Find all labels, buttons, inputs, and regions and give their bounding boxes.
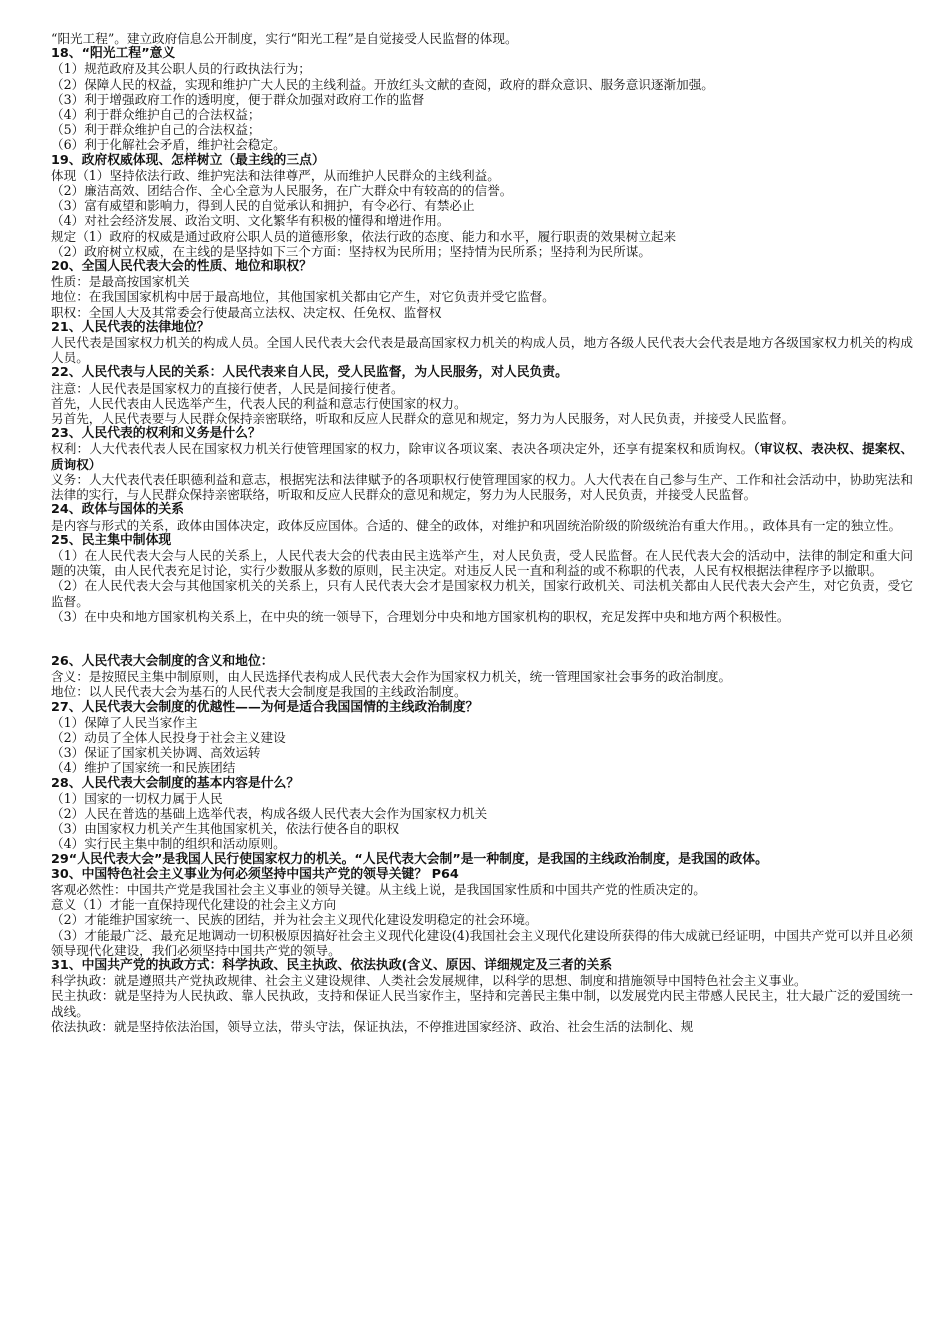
line-text: 注意：人民代表是国家权力的直接行使者，人民是间接行使者。 [51, 380, 404, 396]
line-text: （3）利于增强政府工作的透明度，便于群众加强对政府工作的监督 [51, 91, 425, 107]
line-text: 性质：是最高按国家机关 [51, 274, 190, 290]
paragraph-line [51, 684, 913, 699]
line-text: （3）保证了国家机关协调、高效运转 [51, 745, 261, 761]
line-text: 27、人民代表大会制度的优越性——为何是适合我国国情的主线政治制度？ [51, 699, 479, 715]
section-heading [51, 259, 913, 274]
section-heading [51, 153, 913, 168]
line-text: （2）动员了全体人民投身于社会主义建设 [51, 729, 286, 745]
line-text: （2）在人民代表大会与其他国家机关的关系上，只有人民代表大会才是国家权力机关，国家行政机关、司法机关都由人民代表大会产生，对它负责，受它监督。 [51, 578, 913, 609]
paragraph-line [51, 61, 913, 76]
line-text: 20、全国人民代表大会的性质、地位和职权？ [51, 259, 312, 275]
line-text: 含义：是按照民主集中制原则，由人民选择代表构成人民代表大会作为国家权力机关，统一管理国家社会事务的政治制度。 [51, 669, 732, 685]
line-text: 22、人民代表与人民的关系：人民代表来自人民，受人民监督，为人民服务，对人民负责。 [51, 365, 568, 381]
paragraph-line [51, 548, 913, 578]
line-text: 科学执政：就是遵照共产党执政规律、社会主义建设规律、人类社会发展规律，以科学的思想、制度和措施领导中国特色社会主义事业。 [51, 973, 807, 989]
section-heading [51, 46, 913, 61]
paragraph-line [51, 1019, 913, 1034]
line-text: 地位：以人民代表大会为基石的人民代表大会制度是我国的主线政治制度。 [51, 684, 467, 700]
line-text: （2）人民在普选的基础上选举代表，构成各级人民代表大会作为国家权力机关 [51, 805, 488, 821]
paragraph-line [51, 335, 913, 365]
line-text: （6）利于化解社会矛盾，维护社会稳定。 [51, 137, 286, 153]
line-text: 体现（1）坚持依法行政、维护宪法和法律尊严，从而维护人民群众的主线利益。 [51, 167, 500, 183]
line-text: 23、人民代表的权利和义务是什么？ [51, 426, 261, 442]
line-text: 21、人民代表的法律地位？ [51, 319, 210, 335]
paragraph-line [51, 183, 913, 198]
line-text: （4）实行民主集中制的组织和活动原则。 [51, 836, 286, 852]
paragraph-line [51, 897, 913, 912]
line-text: （4）对社会经济发展、政治文明、文化繁华有积极的懂得和增进作用。 [51, 213, 450, 229]
paragraph-line [51, 137, 913, 152]
line-text: （3）才能最广泛、最充足地调动一切积极原因搞好社会主义现代化建设(4)我国社会主义现代化建设所获得的伟大成就已经证明，中国共产党可以并且必须领导现代化建设，我们必须坚持中国共产党的领导。 [51, 927, 913, 958]
line-text: （5）利于群众维护自己的合法权益； [51, 122, 261, 138]
paragraph-line [51, 806, 913, 821]
line-text: （4）利于群众维护自己的合法权益； [51, 107, 261, 123]
line-text: 义务：人大代表代表任职德利益和意志，根据宪法和法律赋予的各项职权行使管理国家的权力。人大代表在自己参与生产、工作和社会活动中，协助宪法和法律的实行，与人民群众保持亲密联络，听取和反应人民群众的意见和规定，努力为人民服务，对人民负责，并接受人民监督。 [51, 471, 913, 503]
line-text: 人民代表是国家权力机关的构成人员。全国人民代表大会代表是最高国家权力机关的构成人员，地方各级人民代表大会代表是地方各级国家权力机关的构成人员。 [51, 335, 913, 366]
spacer [51, 624, 913, 654]
paragraph-line [51, 396, 913, 411]
line-text: 地位：在我国国家机构中居于最高地位，其他国家机关都由它产生，对它负责并受它监督。 [51, 289, 555, 305]
paragraph-line [51, 836, 913, 851]
line-text: （2）廉洁高效、团结合作、全心全意为人民服务，在广大群众中有较高的的信誉。 [51, 183, 513, 199]
line-text: 职权：全国人大及其常委会行使最高立法权、决定权、任免权、监督权 [51, 304, 442, 320]
paragraph-line [51, 791, 913, 806]
section-heading [51, 654, 913, 669]
line-text: 民主执政：就是坚持为人民执政、靠人民执政，支持和保证人民当家作主，坚持和完善民主集中制，以发展党内民主带感人民民主，壮大最广泛的爱国统一战线。 [51, 988, 913, 1019]
line-text: 31、中国共产党的执政方式：科学执政、民主执政、依法执政(含义、原因、详细规定及三者的关系 [51, 957, 613, 973]
paragraph-line [51, 198, 913, 213]
line-text: 25、民主集中制体现 [51, 532, 172, 548]
bold-note: （审议权、表决权、提案权、质询权） [51, 441, 914, 472]
line-text: 30、中国特色社会主义事业为何必须坚持中国共产党的领导关键？ P64 [51, 866, 459, 882]
line-text: 另首先，人民代表要与人民群众保持亲密联络，听取和反应人民群众的意见和规定，努力为人民服务，对人民负责，并接受人民监督。 [51, 411, 795, 427]
paragraph-line [51, 168, 913, 183]
line-text: 依法执政：就是坚持依法治国，领导立法，带头守法，保证执法，不停推进国家经济、政治、社会生活的法制化、规 [51, 1018, 694, 1034]
line-text: （3）由国家权力机关产生其他国家机关，依法行使各自的职权 [51, 821, 400, 837]
line-text: 权利：人大代表代表人民在国家权力机关行使管理国家的权力，除审议各项议案、表决各项决定外，还享有提案权和质询权。 [51, 441, 754, 457]
section-heading [51, 958, 913, 973]
paragraph-line [51, 760, 913, 775]
line-text: 18、“阳光工程”意义 [51, 46, 176, 62]
paragraph-line [51, 518, 913, 533]
paragraph-line [51, 92, 913, 107]
section-heading [51, 533, 913, 548]
line-text: （1）国家的一切权力属于人民 [51, 790, 223, 806]
line-text: 意义（1）才能一直保持现代化建设的社会主义方向 [51, 897, 337, 913]
line-text: 24、政体与国体的关系 [51, 502, 184, 518]
paragraph-line [51, 715, 913, 730]
paragraph-line [51, 122, 913, 137]
section-heading [51, 502, 913, 517]
line-text: “阳光工程”。建立政府信息公开制度，实行“阳光工程”是自觉接受人民监督的体现。 [51, 31, 518, 46]
line-text: （2）保障人民的权益，实现和维护广大人民的主线利益。开放红头文献的查阅，政府的群众意识、服务意识逐渐加强。 [51, 76, 714, 92]
paragraph-line [51, 107, 913, 122]
paragraph-line [51, 77, 913, 92]
line-text: （3）在中央和地方国家机构关系上，在中央的统一领导下，合理划分中央和地方国家机构的职权，充足发挥中央和地方两个积极性。 [51, 608, 790, 624]
paragraph-line [51, 821, 913, 836]
section-heading [51, 776, 913, 791]
line-text: 是内容与形式的关系，政体由国体决定，政体反应国体。合适的、健全的政体，对维护和巩固统治阶级的阶级统治有重大作用。，政体具有一定的独立性。 [51, 517, 902, 533]
paragraph-line [51, 578, 913, 608]
paragraph-line [51, 244, 913, 259]
line-text: （3）富有威望和影响力，得到人民的自觉承认和拥护，有令必行、有禁必止 [51, 198, 475, 214]
line-text: （4）维护了国家统一和民族团结 [51, 760, 236, 776]
line-text: （2）才能维护国家统一、民族的团结，并为社会主义现代化建设发明稳定的社会环境。 [51, 912, 538, 928]
line-text: （1）保障了人民当家作主 [51, 714, 198, 730]
section-heading [51, 365, 913, 380]
paragraph-line [51, 213, 913, 228]
line-text: （1）在人民代表大会与人民的关系上，人民代表大会的代表由民主选举产生，对人民负责，受人民监督。在人民代表大会的活动中，法律的制定和重大问题的决策，由人民代表充足讨论，实行少数服从多数的原则，民主决定。对违反人民一直和利益的或不称职的代表，人民有权根据法律程序予以撤职。 [51, 547, 913, 579]
paragraph-line [51, 730, 913, 745]
paragraph-line [51, 988, 913, 1018]
paragraph-line [51, 882, 913, 897]
paragraph-line [51, 745, 913, 760]
paragraph-line [51, 305, 913, 320]
line-text: 28、人民代表大会制度的基本内容是什么？ [51, 775, 300, 791]
paragraph-line [51, 912, 913, 927]
line-text: 规定（1）政府的权威是通过政府公职人员的道德形象，依法行政的态度、能力和水平，履行职责的效果树立起来 [51, 228, 677, 244]
paragraph-line [51, 928, 913, 958]
paragraph-line [51, 609, 913, 624]
paragraph-line [51, 472, 913, 502]
paragraph-line [51, 669, 913, 684]
line-text: 19、政府权威体现、怎样树立（最主线的三点） [51, 152, 325, 168]
section-heading [51, 426, 913, 441]
line-text: （1）规范政府及其公职人员的行政执法行为； [51, 61, 311, 77]
paragraph-line [51, 381, 913, 396]
section-heading [51, 320, 913, 335]
paragraph-line [51, 229, 913, 244]
paragraph-line [51, 31, 913, 46]
section-heading [51, 700, 913, 715]
line-text: （2）政府树立权威，在主线的是坚持如下三个方面：坚持权为民所用；坚持情为民所系；坚持利为民所谋。 [51, 243, 651, 259]
paragraph-line [51, 441, 913, 471]
section-heading [51, 852, 913, 867]
line-text: 26、人民代表大会制度的含义和地位： [51, 653, 274, 669]
line-text: 首先，人民代表由人民选举产生，代表人民的利益和意志行使国家的权力。 [51, 395, 467, 411]
paragraph-line [51, 289, 913, 304]
section-heading [51, 867, 913, 882]
line-text: 客观必然性：中国共产党是我国社会主义事业的领导关键。从主线上说，是我国国家性质和中国共产党的性质决定的。 [51, 881, 706, 897]
paragraph-line [51, 973, 913, 988]
paragraph-line [51, 411, 913, 426]
line-text: 29“人民代表大会”是我国人民行使国家权力的机关。“人民代表大会制”是一种制度，是我国的主线政治制度，是我国的政体。 [51, 851, 768, 867]
paragraph-line [51, 274, 913, 289]
